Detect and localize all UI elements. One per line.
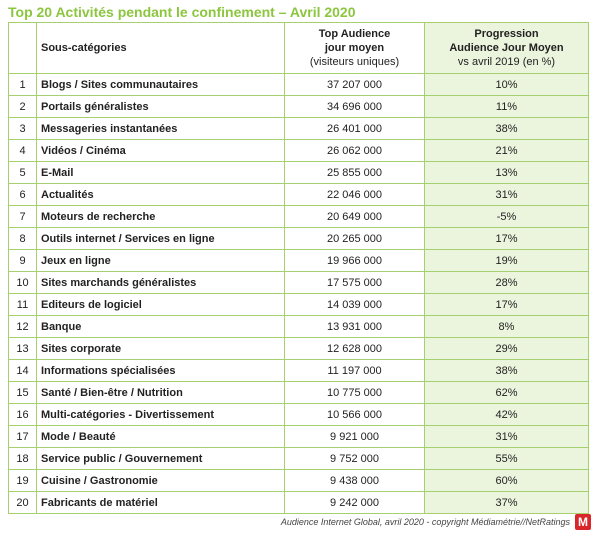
progress-cell: 19%	[425, 250, 589, 272]
activity-table	[8, 22, 589, 514]
audience-cell: 25 855 000	[285, 162, 425, 184]
mediametrie-logo: M	[575, 514, 591, 530]
progress-cell: 17%	[425, 228, 589, 250]
subcategory-cell: Portails généralistes	[37, 96, 285, 118]
rank-header	[9, 23, 37, 74]
subcategory-cell: Blogs / Sites communautaires	[37, 74, 285, 96]
subcategory-cell: Service public / Gouvernement	[37, 448, 285, 470]
audience-cell: 10 775 000	[285, 382, 425, 404]
table-row	[9, 96, 589, 118]
audience-cell: 26 401 000	[285, 118, 425, 140]
progress-cell: 29%	[425, 338, 589, 360]
table-row	[9, 382, 589, 404]
audience-header-line1: Top Audience	[318, 28, 391, 40]
table-row	[9, 162, 589, 184]
subcategory-cell: Mode / Beauté	[37, 426, 285, 448]
progress-cell: 38%	[425, 360, 589, 382]
audience-cell: 20 649 000	[285, 206, 425, 228]
progress-header-line2: Audience Jour Moyen	[449, 42, 564, 54]
table-row	[9, 448, 589, 470]
table-row	[9, 470, 589, 492]
rank-cell: 4	[9, 140, 37, 162]
audience-cell: 10 566 000	[285, 404, 425, 426]
audience-cell: 34 696 000	[285, 96, 425, 118]
subcategory-cell: Banque	[37, 316, 285, 338]
rank-cell: 14	[9, 360, 37, 382]
table-row	[9, 74, 589, 96]
progress-cell: 37%	[425, 492, 589, 514]
rank-cell: 18	[9, 448, 37, 470]
progress-header-line3: vs avril 2019 (en %)	[457, 56, 556, 68]
progress-cell: 11%	[425, 96, 589, 118]
subcategory-cell: Santé / Bien-être / Nutrition	[37, 382, 285, 404]
subcategory-cell: Sites marchands généralistes	[37, 272, 285, 294]
table-row	[9, 338, 589, 360]
subcategory-cell: Actualités	[37, 184, 285, 206]
rank-cell: 11	[9, 294, 37, 316]
progress-cell: 31%	[425, 184, 589, 206]
table-row	[9, 404, 589, 426]
subcategory-cell: Cuisine / Gastronomie	[37, 470, 285, 492]
progress-cell: 17%	[425, 294, 589, 316]
rank-cell: 20	[9, 492, 37, 514]
progress-cell: 21%	[425, 140, 589, 162]
table-row	[9, 250, 589, 272]
rank-cell: 6	[9, 184, 37, 206]
audience-cell: 9 752 000	[285, 448, 425, 470]
progress-cell: 31%	[425, 426, 589, 448]
audience-cell: 12 628 000	[285, 338, 425, 360]
progress-cell: 10%	[425, 74, 589, 96]
table-row	[9, 492, 589, 514]
rank-cell: 9	[9, 250, 37, 272]
rank-cell: 8	[9, 228, 37, 250]
table-row	[9, 184, 589, 206]
audience-cell: 9 921 000	[285, 426, 425, 448]
subcategory-cell: Moteurs de recherche	[37, 206, 285, 228]
rank-cell: 1	[9, 74, 37, 96]
table-row	[9, 140, 589, 162]
audience-cell: 9 438 000	[285, 470, 425, 492]
rank-cell: 19	[9, 470, 37, 492]
subcategory-cell: Multi-catégories - Divertissement	[37, 404, 285, 426]
audience-header	[285, 23, 425, 74]
audience-cell: 19 966 000	[285, 250, 425, 272]
audience-cell: 13 931 000	[285, 316, 425, 338]
audience-cell: 26 062 000	[285, 140, 425, 162]
audience-cell: 14 039 000	[285, 294, 425, 316]
subcategory-cell: Informations spécialisées	[37, 360, 285, 382]
audience-cell: 22 046 000	[285, 184, 425, 206]
progress-cell: 28%	[425, 272, 589, 294]
progress-header	[425, 23, 589, 74]
table-header-row	[9, 23, 589, 74]
progress-cell: 8%	[425, 316, 589, 338]
audience-cell: 11 197 000	[285, 360, 425, 382]
rank-cell: 2	[9, 96, 37, 118]
audience-cell: 37 207 000	[285, 74, 425, 96]
progress-cell: 38%	[425, 118, 589, 140]
subcategory-cell: Messageries instantanées	[37, 118, 285, 140]
rank-cell: 10	[9, 272, 37, 294]
audience-cell: 20 265 000	[285, 228, 425, 250]
subcategory-cell: Editeurs de logiciel	[37, 294, 285, 316]
table-row	[9, 426, 589, 448]
rank-cell: 13	[9, 338, 37, 360]
subcategory-cell: Jeux en ligne	[37, 250, 285, 272]
table-row	[9, 272, 589, 294]
table-row	[9, 118, 589, 140]
subcategory-cell: Sites corporate	[37, 338, 285, 360]
progress-cell: 62%	[425, 382, 589, 404]
table-row	[9, 316, 589, 338]
rank-cell: 7	[9, 206, 37, 228]
rank-cell: 5	[9, 162, 37, 184]
table-row	[9, 206, 589, 228]
progress-cell: -5%	[425, 206, 589, 228]
rank-cell: 17	[9, 426, 37, 448]
progress-header-line1: Progression	[474, 28, 539, 40]
audience-header-line3: (visiteurs uniques)	[309, 56, 400, 68]
subcategory-cell: Outils internet / Services en ligne	[37, 228, 285, 250]
subcategory-cell: Fabricants de matériel	[37, 492, 285, 514]
progress-cell: 42%	[425, 404, 589, 426]
table-row	[9, 360, 589, 382]
page-title: Top 20 Activités pendant le confinement – Avril 2020	[8, 4, 356, 20]
rank-cell: 12	[9, 316, 37, 338]
subcategory-header: Sous-catégories	[37, 23, 285, 74]
table-row	[9, 294, 589, 316]
audience-header-line2: jour moyen	[324, 42, 385, 54]
rank-cell: 15	[9, 382, 37, 404]
rank-cell: 3	[9, 118, 37, 140]
audience-cell: 9 242 000	[285, 492, 425, 514]
progress-cell: 13%	[425, 162, 589, 184]
subcategory-cell: Vidéos / Cinéma	[37, 140, 285, 162]
footer-copyright: Audience Internet Global, avril 2020 - copyright Médiamétrie//NetRatings	[280, 517, 570, 527]
rank-cell: 16	[9, 404, 37, 426]
progress-cell: 55%	[425, 448, 589, 470]
table-row	[9, 228, 589, 250]
audience-cell: 17 575 000	[285, 272, 425, 294]
progress-cell: 60%	[425, 470, 589, 492]
subcategory-cell: E-Mail	[37, 162, 285, 184]
